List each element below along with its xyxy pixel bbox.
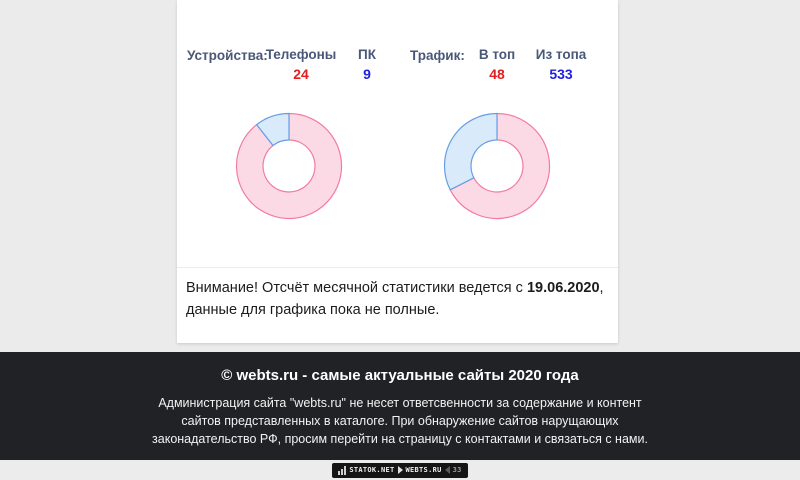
stat-from-top-value: 533 — [549, 66, 573, 82]
stat-in-top-value: 48 — [489, 66, 505, 82]
counter-network-label: STATOK.NET — [349, 466, 395, 474]
footer-disclaimer-line: сайтов представленных в каталоге. При обнаружение сайтов нарущающих — [181, 414, 619, 428]
stat-from-top — [536, 47, 587, 82]
counter-count: 33 — [452, 466, 462, 474]
warning-prefix: Внимание! Отсчёт месячной статистики ведется с — [186, 280, 527, 296]
footer-title: © webts.ru - самые актуальные сайты 2020 года — [221, 367, 579, 384]
site-footer — [0, 352, 800, 460]
stats-card — [177, 0, 618, 343]
stat-pc-label: ПК — [358, 47, 376, 62]
warning-suffix: , данные для графика пока не полные. — [186, 280, 604, 318]
stat-phones-label: Телефоны — [265, 47, 337, 62]
stat-from-top-label: Из топа — [535, 47, 587, 62]
stat-phones-value: 24 — [293, 66, 309, 82]
traffic-group-label: Трафик: — [410, 48, 465, 63]
bottom-strip — [0, 460, 800, 480]
stat-pc — [358, 47, 376, 82]
devices-donut-chart — [234, 111, 344, 221]
counter-site-label: WEBTS.RU — [405, 466, 442, 474]
arrow-right-icon — [398, 466, 403, 474]
stat-in-top — [479, 47, 515, 82]
bar-chart-icon — [338, 466, 346, 475]
traffic-donut-chart — [442, 111, 552, 221]
footer-disclaimer-line: Администрация сайта "webts.ru" не несет ответсвенности за содержание и контент — [158, 396, 642, 410]
stat-in-top-label: В топ — [478, 47, 516, 62]
card-divider — [177, 267, 618, 268]
stat-phones — [266, 47, 337, 82]
devices-group-label: Устройства: — [187, 48, 268, 63]
counter-badge[interactable] — [332, 463, 467, 478]
footer-disclaimer-line: законадательство РФ, просим перейти на страницу с контактами и связаться с нами. — [152, 432, 648, 446]
footer-disclaimer — [0, 394, 800, 448]
stats-header-row — [177, 47, 618, 89]
stat-pc-value: 9 — [363, 66, 371, 82]
warning-date: 19.06.2020 — [526, 280, 600, 296]
warning-text — [186, 277, 609, 321]
arrow-left-icon — [445, 466, 450, 474]
